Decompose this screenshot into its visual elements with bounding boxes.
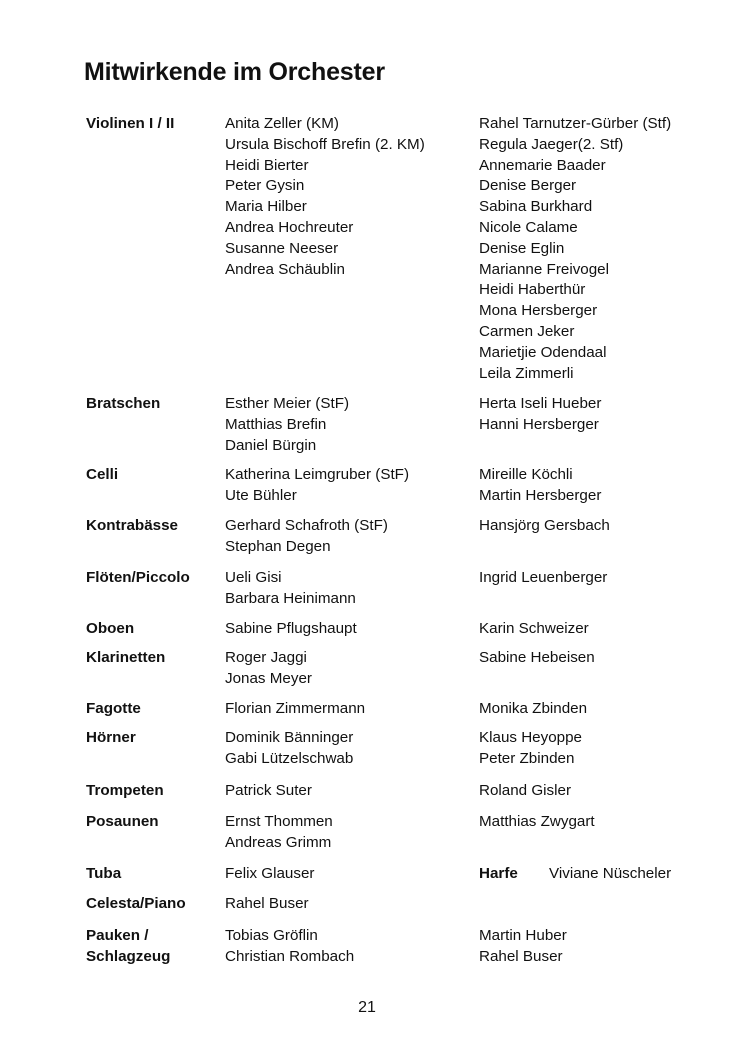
member-name: Matthias Zwygart <box>479 813 595 830</box>
section-label <box>86 699 141 720</box>
section-label-line: Trompeten <box>86 782 164 799</box>
harfe-member-name: Viviane Nüscheler <box>549 865 672 882</box>
section-label-line: Posaunen <box>86 813 159 830</box>
harfe-label: Harfe <box>479 865 518 882</box>
section-label <box>86 894 186 915</box>
member-name: Nicole Calame <box>479 218 578 236</box>
section-label-line: Celesta/Piano <box>86 895 186 912</box>
section-label-line: Fagotte <box>86 700 141 717</box>
member-column-2 <box>479 516 610 537</box>
member-column-2 <box>479 648 595 669</box>
section-label-line: Schlagzeug <box>86 947 171 965</box>
member-column-2 <box>479 781 571 802</box>
member-name: Heidi Bierter <box>225 156 309 174</box>
member-column-1 <box>225 812 333 854</box>
member-name: Ute Bühler <box>225 486 297 504</box>
member-name: Anita Zeller (KM) <box>225 115 339 132</box>
member-name: Monika Zbinden <box>479 700 588 717</box>
member-name: Dominik Bänninger <box>225 729 354 746</box>
member-column-2 <box>479 465 601 507</box>
section-label <box>86 812 159 833</box>
member-name: Roland Gisler <box>479 782 572 799</box>
member-name: Herta Iseli Hueber <box>479 395 602 412</box>
member-name: Denise Berger <box>479 177 577 195</box>
member-name: Gerhard Schafroth (StF) <box>225 517 388 534</box>
section-label <box>86 926 170 968</box>
member-name: Karin Schweizer <box>479 620 589 637</box>
member-name: Mona Hersberger <box>479 302 598 320</box>
member-name: Matthias Brefin <box>225 415 327 433</box>
member-name: Ursula Bischoff Brefin (2. KM) <box>225 135 425 153</box>
member-name: Hansjörg Gersbach <box>479 517 610 534</box>
member-name: Ueli Gisi <box>225 569 282 586</box>
member-name: Martin Huber <box>479 927 567 944</box>
member-column-1 <box>225 114 425 280</box>
member-name: Sabine Pflugshaupt <box>225 620 357 637</box>
member-name: Leila Zimmerli <box>479 364 574 382</box>
member-name: Sabine Hebeisen <box>479 649 595 666</box>
member-name: Klaus Heyoppe <box>479 729 583 746</box>
section-label-line: Flöten/Piccolo <box>86 569 190 586</box>
section-label <box>86 394 160 415</box>
member-column-1 <box>225 894 309 915</box>
member-name: Katherina Leimgruber (StF) <box>225 466 410 483</box>
section-label <box>86 465 118 486</box>
member-name: Florian Zimmermann <box>225 700 366 717</box>
page-title: Mitwirkende im Orchester <box>84 58 385 86</box>
member-column-1 <box>225 781 312 802</box>
member-column-1 <box>225 619 357 640</box>
member-name: Ernst Thommen <box>225 813 333 830</box>
member-name: Daniel Bürgin <box>225 436 317 454</box>
member-column-2 <box>479 394 601 436</box>
member-column-1 <box>225 728 353 770</box>
member-name: Jonas Meyer <box>225 669 312 687</box>
member-name: Sabina Burkhard <box>479 198 593 216</box>
member-name: Hanni Hersberger <box>479 415 599 433</box>
member-name: Christian Rombach <box>225 947 355 965</box>
section-label <box>86 619 134 640</box>
member-name: Annemarie Baader <box>479 156 606 174</box>
section-label <box>86 728 136 749</box>
member-name: Mireille Köchli <box>479 466 573 483</box>
member-name: Ingrid Leuenberger <box>479 569 608 586</box>
section-label <box>86 114 174 135</box>
member-name: Rahel Buser <box>225 895 309 912</box>
member-name: Susanne Neeser <box>225 239 339 257</box>
section-label-line: Oboen <box>86 620 135 637</box>
section-label <box>86 516 178 537</box>
member-name: Peter Gysin <box>225 177 305 195</box>
member-column-2 <box>479 699 587 720</box>
member-name: Barbara Heinimann <box>225 589 356 607</box>
member-name: Denise Eglin <box>479 239 565 257</box>
member-name: Esther Meier (StF) <box>225 395 350 412</box>
member-column-2 <box>479 812 595 833</box>
section-label-line: Celli <box>86 466 119 483</box>
member-column-1 <box>225 465 409 507</box>
section-label-line: Hörner <box>86 729 136 746</box>
member-name: Stephan Degen <box>225 537 331 555</box>
member-name: Peter Zbinden <box>479 749 575 767</box>
member-column-2 <box>479 619 589 640</box>
member-name: Carmen Jeker <box>479 322 575 340</box>
member-name: Regula Jaeger(2. Stf) <box>479 135 624 153</box>
member-column-2 <box>479 926 567 968</box>
section-label-line: Tuba <box>86 865 122 882</box>
member-column-2 <box>479 728 582 770</box>
member-name: Marianne Freivogel <box>479 260 609 278</box>
member-name: Gabi Lützelschwab <box>225 749 354 767</box>
member-column-1 <box>225 864 314 885</box>
member-column-1 <box>225 926 354 968</box>
member-name: Patrick Suter <box>225 782 312 799</box>
member-name: Maria Hilber <box>225 198 307 216</box>
member-column-1 <box>225 648 312 690</box>
member-name: Rahel Buser <box>479 947 563 965</box>
section-label <box>86 648 165 669</box>
section-label-line: Pauken / <box>86 927 149 944</box>
section-label <box>86 781 164 802</box>
section-label <box>86 864 121 885</box>
member-name: Marietjie Odendaal <box>479 343 607 361</box>
page-number: 21 <box>358 999 376 1016</box>
member-name: Tobias Gröflin <box>225 927 318 944</box>
member-name: Felix Glauser <box>225 865 315 882</box>
member-name: Andreas Grimm <box>225 833 332 851</box>
member-column-1 <box>225 394 349 456</box>
section-label-line: Bratschen <box>86 395 161 412</box>
member-column-2 <box>479 568 607 589</box>
member-name: Heidi Haberthür <box>479 281 586 299</box>
member-column-1 <box>225 699 365 720</box>
section-label-line: Kontrabässe <box>86 517 179 534</box>
section-label-line: Klarinetten <box>86 649 166 666</box>
section-label <box>86 568 190 589</box>
member-name: Roger Jaggi <box>225 649 307 666</box>
member-name: Andrea Schäublin <box>225 260 345 278</box>
member-column-2 <box>479 864 672 885</box>
member-column-2 <box>479 114 671 384</box>
member-column-1 <box>225 568 356 610</box>
member-name: Andrea Hochreuter <box>225 218 354 236</box>
member-name: Martin Hersberger <box>479 486 602 504</box>
member-name: Rahel Tarnutzer-Gürber (Stf) <box>479 115 672 132</box>
section-label-line: Violinen I / II <box>86 115 175 132</box>
member-column-1 <box>225 516 388 558</box>
